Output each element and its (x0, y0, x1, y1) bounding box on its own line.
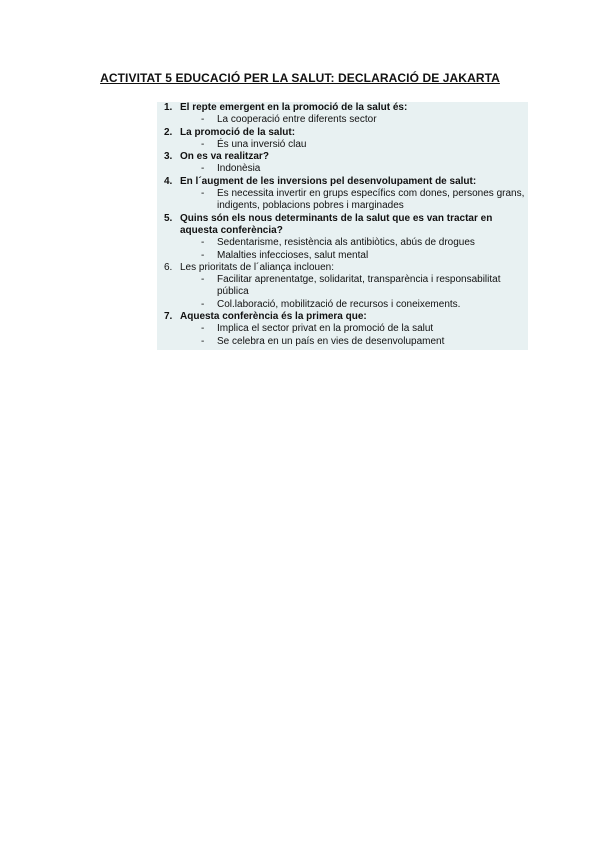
question-text: La promoció de la salut: (180, 126, 296, 138)
answer-text: Col.laboració, mobilització de recursos i coneixements. (217, 298, 461, 310)
answer-dash: - (201, 274, 205, 286)
answer-text: Es necessita invertir en grups específics com dones, persones grans, indigents, poblacions pobres i marginades (217, 188, 525, 212)
answer-dash: - (201, 323, 205, 335)
answer-dash: - (201, 114, 205, 126)
answer-text: Sedentarisme, resistència als antibiòtics, abús de drogues (217, 237, 475, 249)
question-text: Aquesta conferència és la primera que: (180, 311, 367, 323)
question-number: 6. (164, 261, 173, 273)
answer-text: Malalties infeccioses, salut mental (217, 249, 369, 261)
question-list (157, 102, 528, 350)
question-3 (157, 151, 528, 163)
answer-item (157, 237, 528, 249)
document-title: ACTIVITAT 5 EDUCACIÓ PER LA SALUT: DECLARACIÓ DE JAKARTA (100, 71, 500, 85)
question-number: 4. (164, 175, 173, 187)
answer-text: Implica el sector privat en la promoció de la salut (217, 323, 434, 335)
question-text: Quins són els nous determinants de la salut que es van tractar en aquesta conferència? (180, 212, 493, 236)
answer-dash: - (201, 138, 205, 150)
answer-text: Facilitar aprenentatge, solidaritat, transparència i responsabilitat pública (217, 274, 501, 298)
answer-text: La cooperació entre diferents sector (217, 114, 377, 126)
question-number: 3. (164, 151, 173, 163)
answer-item (157, 323, 528, 335)
question-text: On es va realitzar? (180, 151, 269, 163)
answer-text: Se celebra en un país en vies de desenvolupament (217, 335, 445, 347)
question-number: 1. (164, 102, 173, 113)
answer-item (157, 274, 528, 299)
answer-item (157, 250, 528, 262)
answer-item (157, 188, 528, 213)
answer-item (157, 114, 528, 126)
answer-dash: - (201, 188, 205, 200)
answer-dash: - (201, 163, 205, 175)
question-number: 7. (164, 311, 173, 323)
question-number: 5. (164, 212, 173, 224)
answer-item (157, 163, 528, 175)
answer-dash: - (201, 298, 205, 310)
question-5 (157, 213, 528, 238)
answer-item (157, 336, 528, 348)
answer-item (157, 299, 528, 311)
question-number: 2. (164, 126, 173, 138)
answer-item (157, 139, 528, 151)
question-4 (157, 176, 528, 188)
question-7 (157, 311, 528, 323)
answer-dash: - (201, 237, 205, 249)
question-2 (157, 127, 528, 139)
answer-text: Indonèsia (217, 163, 261, 175)
question-text: Les prioritats de l´aliança inclouen: (180, 261, 334, 273)
question-text: El repte emergent en la promoció de la salut és: (180, 102, 408, 113)
answer-text: És una inversió clau (217, 138, 307, 150)
answer-dash: - (201, 335, 205, 347)
question-1 (157, 102, 528, 114)
question-6 (157, 262, 528, 274)
question-text: En l´augment de les inversions pel desenvolupament de salut: (180, 175, 477, 187)
answer-dash: - (201, 249, 205, 261)
